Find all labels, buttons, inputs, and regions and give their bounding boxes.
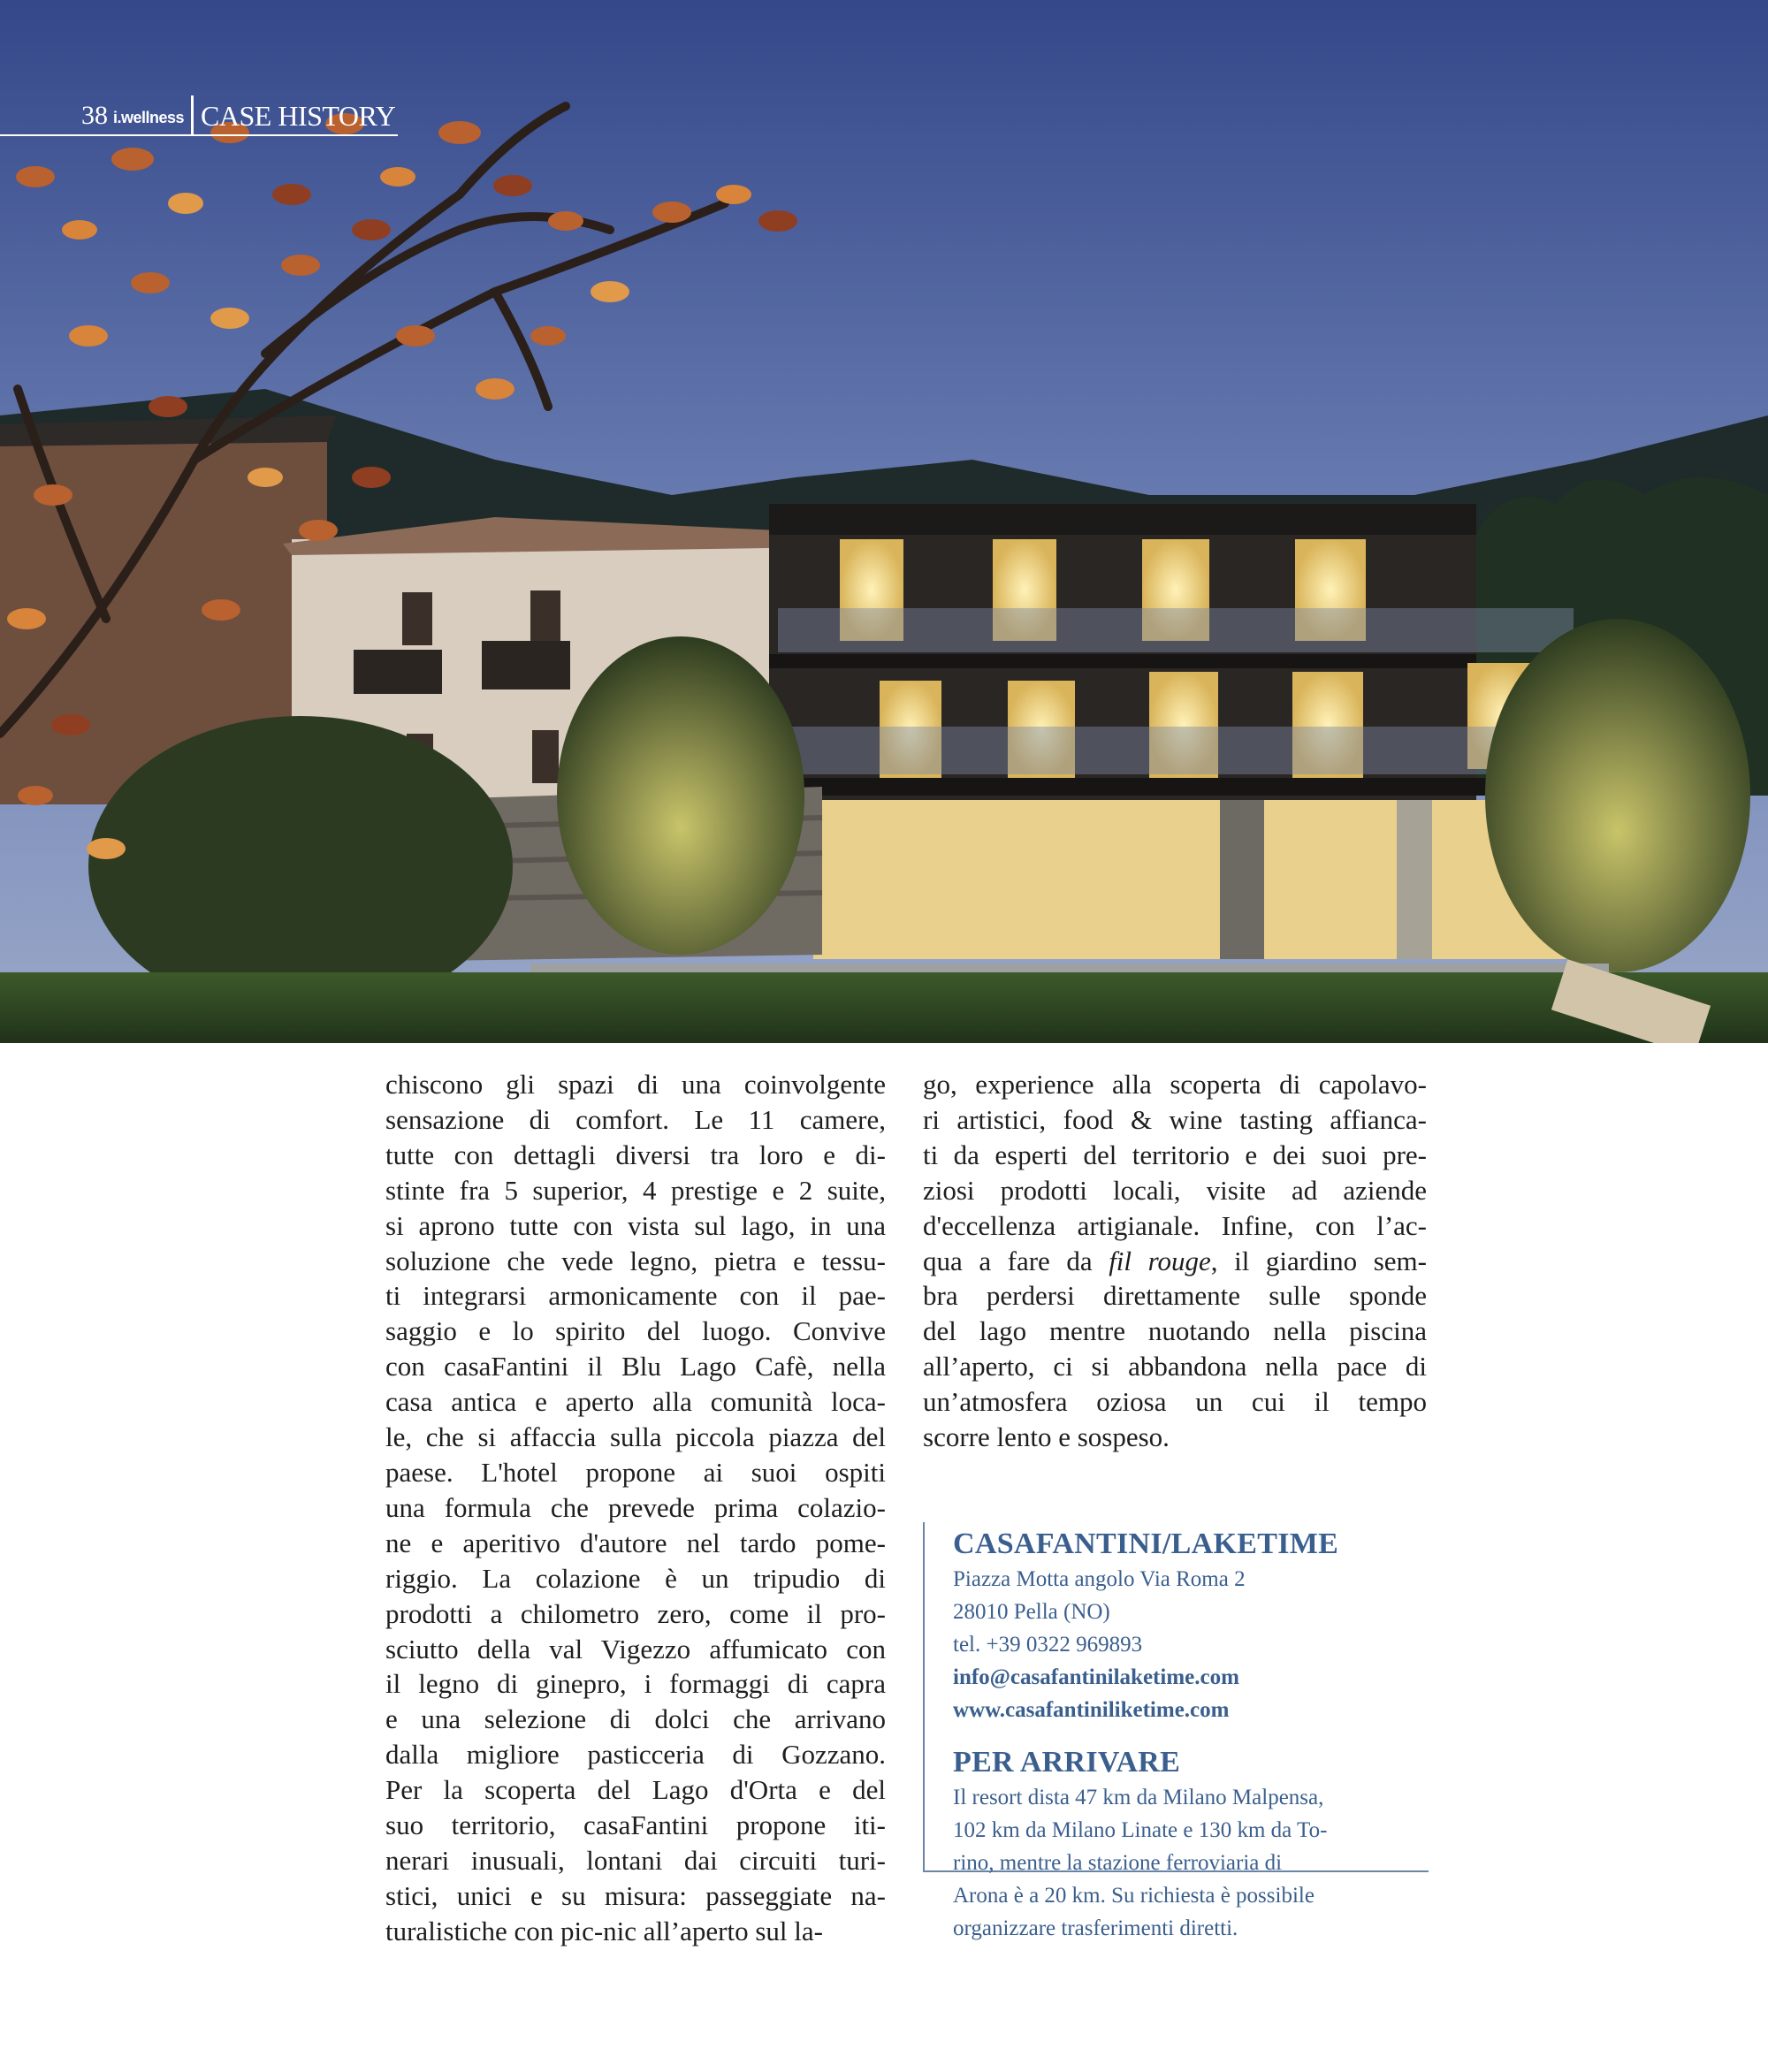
garden-tree-right: [1485, 619, 1750, 972]
text-line: una formula che prevede prima colazio-: [385, 1491, 886, 1523]
text-line: saggio e lo spirito del luogo. Convive: [385, 1315, 886, 1347]
text-line: all’aperto, ci si abbandona nella pace di: [923, 1351, 1427, 1383]
text-line: e una selezione di dolci che arrivano: [385, 1703, 886, 1735]
page-number: 38: [81, 101, 108, 130]
magazine-logo: i.wellness: [113, 109, 185, 126]
text-line: paese. L'hotel propone ai suoi ospiti: [385, 1456, 886, 1488]
arrive-line: Arona è a 20 km. Su richiesta è possibile: [953, 1884, 1315, 1908]
arrive-title: PER ARRIVARE: [953, 1746, 1181, 1779]
address-line2: 28010 Pella (NO): [953, 1600, 1110, 1624]
garden-tree-left: [557, 636, 804, 955]
text-line: Per la scoperta del Lago d'Orta e del: [385, 1774, 886, 1806]
text-line: ti da esperti del territorio e dei suoi pre-: [923, 1139, 1427, 1170]
header-divider: [191, 95, 194, 136]
text-line: go, experience alla scoperta di capolavo-: [923, 1069, 1427, 1100]
arrive-line: organizzare trasferimenti diretti.: [953, 1916, 1238, 1940]
info-box: [923, 1522, 1429, 1940]
text-line: con casaFantini il Blu Lago Cafè, nella: [385, 1351, 886, 1383]
lawn: [0, 972, 1768, 1043]
text-line: dalla migliore pasticceria di Gozzano.: [385, 1739, 886, 1771]
arrive-text: [953, 1781, 1429, 1945]
text-line: le, che si affaccia sulla piccola piazza del: [385, 1421, 886, 1453]
text-line: ne e aperitivo d'autore nel tardo pome-: [385, 1527, 886, 1558]
text-line: tutte con dettagli diversi tra loro e di-: [385, 1139, 886, 1170]
phone: tel. +39 0322 969893: [953, 1633, 1143, 1657]
text-line: sensazione di comfort. Le 11 camere,: [385, 1103, 886, 1135]
page-header: [0, 92, 398, 136]
text-line: soluzione che vede legno, pietra e tessu-: [385, 1245, 886, 1276]
arrive-line: Il resort dista 47 km da Milano Malpensa,: [953, 1786, 1324, 1809]
text-line: il legno di ginepro, i formaggi di capra: [385, 1668, 886, 1700]
text-line: suo territorio, casaFantini propone iti-: [385, 1809, 886, 1841]
text-line: chiscono gli spazi di una coinvolgente: [385, 1069, 886, 1100]
text-line: stici, unici e su misura: passeggiate na-: [385, 1879, 886, 1911]
text-line: si aprono tutte con vista sul lago, in una: [385, 1209, 886, 1241]
text-line: d'eccellenza artigianale. Infine, con l’ac-: [923, 1209, 1427, 1241]
text-line: del lago mentre nuotando nella piscina: [923, 1315, 1427, 1347]
header-rule: [0, 134, 398, 136]
arrive-line: rino, mentre la stazione ferroviaria di: [953, 1851, 1283, 1875]
text-line: nerari inusuali, lontani dai circuiti turi-: [385, 1844, 886, 1876]
website-link[interactable]: www.casafantiniliketime.com: [953, 1698, 1230, 1722]
balcony-upper: [778, 608, 1574, 652]
text-line: bra perdersi direttamente sulle sponde: [923, 1280, 1427, 1312]
article-column-left: [385, 1067, 886, 1949]
text-line: qua a fare da fil rouge, il giardino sem-: [923, 1245, 1427, 1276]
arrive-line: 102 km da Milano Linate e 130 km da To-: [953, 1818, 1328, 1842]
text-line: un’atmosfera oziosa un cui il tempo: [923, 1386, 1427, 1418]
text-line: ti integrarsi armonicamente con il pae-: [385, 1280, 886, 1312]
hotel-name: CASAFANTINI/LAKETIME: [953, 1527, 1339, 1560]
text-line: prodotti a chilometro zero, come il pro-: [385, 1597, 886, 1629]
article-column-right: [923, 1067, 1427, 1455]
text-line: casa antica e aperto alla comunità loca-: [385, 1386, 886, 1418]
text-line: ziosi prodotti locali, visite ad aziende: [923, 1174, 1427, 1206]
email-link[interactable]: info@casafantinilaketime.com: [953, 1665, 1239, 1689]
hotel-top-slab: [769, 504, 1476, 539]
text-line: sciutto della val Vigezzo affumicato con: [385, 1633, 886, 1664]
text-line: stinte fra 5 superior, 4 prestige e 2 suite,: [385, 1174, 886, 1206]
text-line: turalistiche con pic-nic all’aperto sul la-: [385, 1915, 823, 1946]
text-line: ri artistici, food & wine tasting affianca-: [923, 1103, 1427, 1135]
section-title: CASE HISTORY: [201, 100, 396, 132]
text-line: scorre lento e sospeso.: [923, 1421, 1170, 1453]
text-line: riggio. La colazione è un tripudio di: [385, 1562, 886, 1594]
address-line1: Piazza Motta angolo Via Roma 2: [953, 1567, 1246, 1591]
